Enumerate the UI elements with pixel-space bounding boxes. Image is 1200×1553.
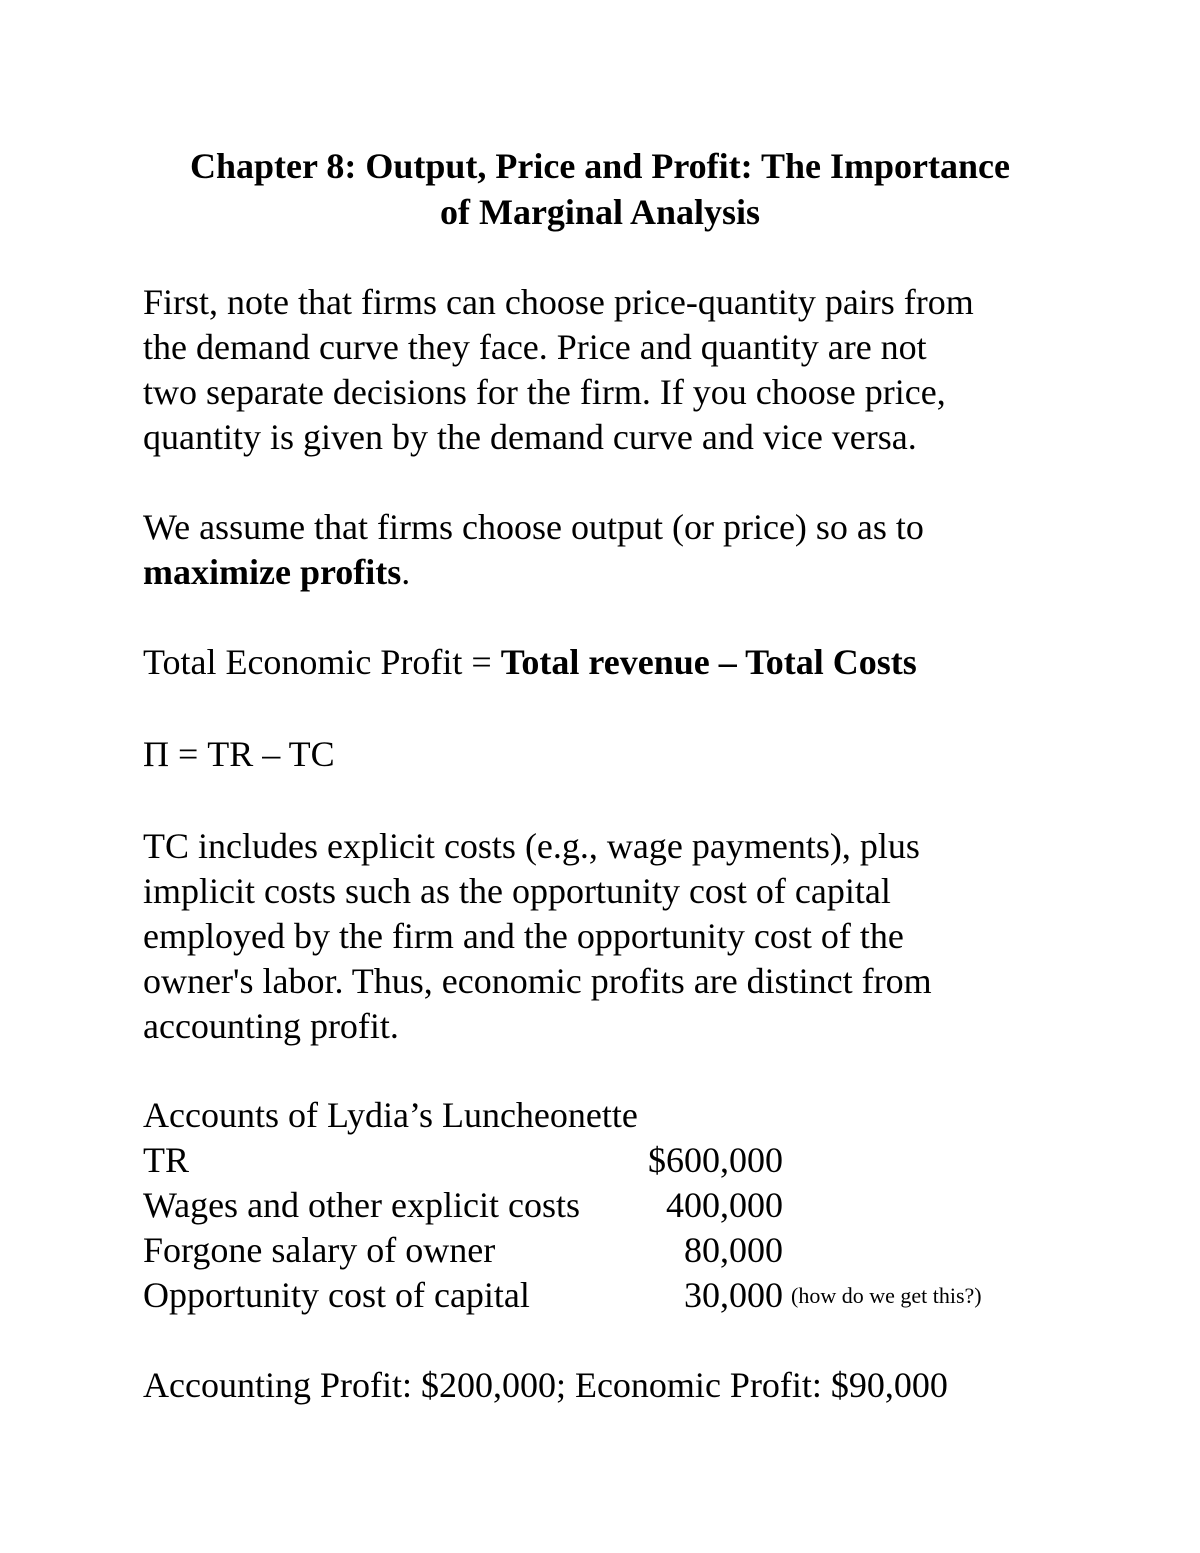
accounts-heading-text: Accounts of Lydia’s Luncheonette [143,1095,638,1135]
period: . [401,552,411,592]
paragraph-line: First, note that firms can choose price-quantity pairs from [143,282,974,322]
row-value: 400,000 [666,1185,783,1225]
row-label: Opportunity cost of capital [143,1275,530,1315]
row-value: 80,000 [684,1230,783,1270]
paragraph-line [143,550,1103,595]
row-value: 30,000 [684,1275,783,1315]
bold-maximize-profits: maximize profits [143,552,402,592]
profit-formula [143,732,1103,777]
profit-definition-bold: Total revenue – Total Costs [500,642,917,682]
paragraph-line: owner's labor. Thus, economic profits are distinct from [143,961,932,1001]
row-label: Wages and other explicit costs [143,1185,580,1225]
paragraph-line: implicit costs such as the opportunity cost of capital [143,871,891,911]
row-label: TR [143,1140,190,1180]
paragraph-line: quantity is given by the demand curve and vice versa. [143,417,917,457]
paragraph-maximize-profits [143,505,1103,595]
title-line-1: Chapter 8: Output, Price and Profit: The Importance [190,146,1010,186]
paragraph-line: the demand curve they face. Price and quantity are not [143,327,927,367]
paragraph-line: TC includes explicit costs (e.g., wage payments), plus [143,826,920,866]
paragraph-price-quantity [143,280,1103,460]
page-title [100,143,1100,235]
row-label: Forgone salary of owner [143,1230,496,1270]
formula-text: Π = TR – TC [143,734,335,774]
row-note: (how do we get this?) [791,1283,982,1308]
profit-summary-text: Accounting Profit: $200,000; Economic Profit: $90,000 [143,1365,948,1405]
profit-definition-label: Total Economic Profit = [143,642,501,682]
row-value: $600,000 [648,1140,783,1180]
paragraph-line: We assume that firms choose output (or price) so as to [143,507,924,547]
paragraph-line: two separate decisions for the firm. If you choose price, [143,372,946,412]
profit-summary [143,1363,1103,1408]
title-line-2: of Marginal Analysis [439,192,761,232]
paragraph-profit-definition [143,640,1103,685]
paragraph-line: accounting profit. [143,1006,399,1046]
paragraph-total-costs [143,824,1103,1049]
paragraph-line: employed by the firm and the opportunity cost of the [143,916,904,956]
